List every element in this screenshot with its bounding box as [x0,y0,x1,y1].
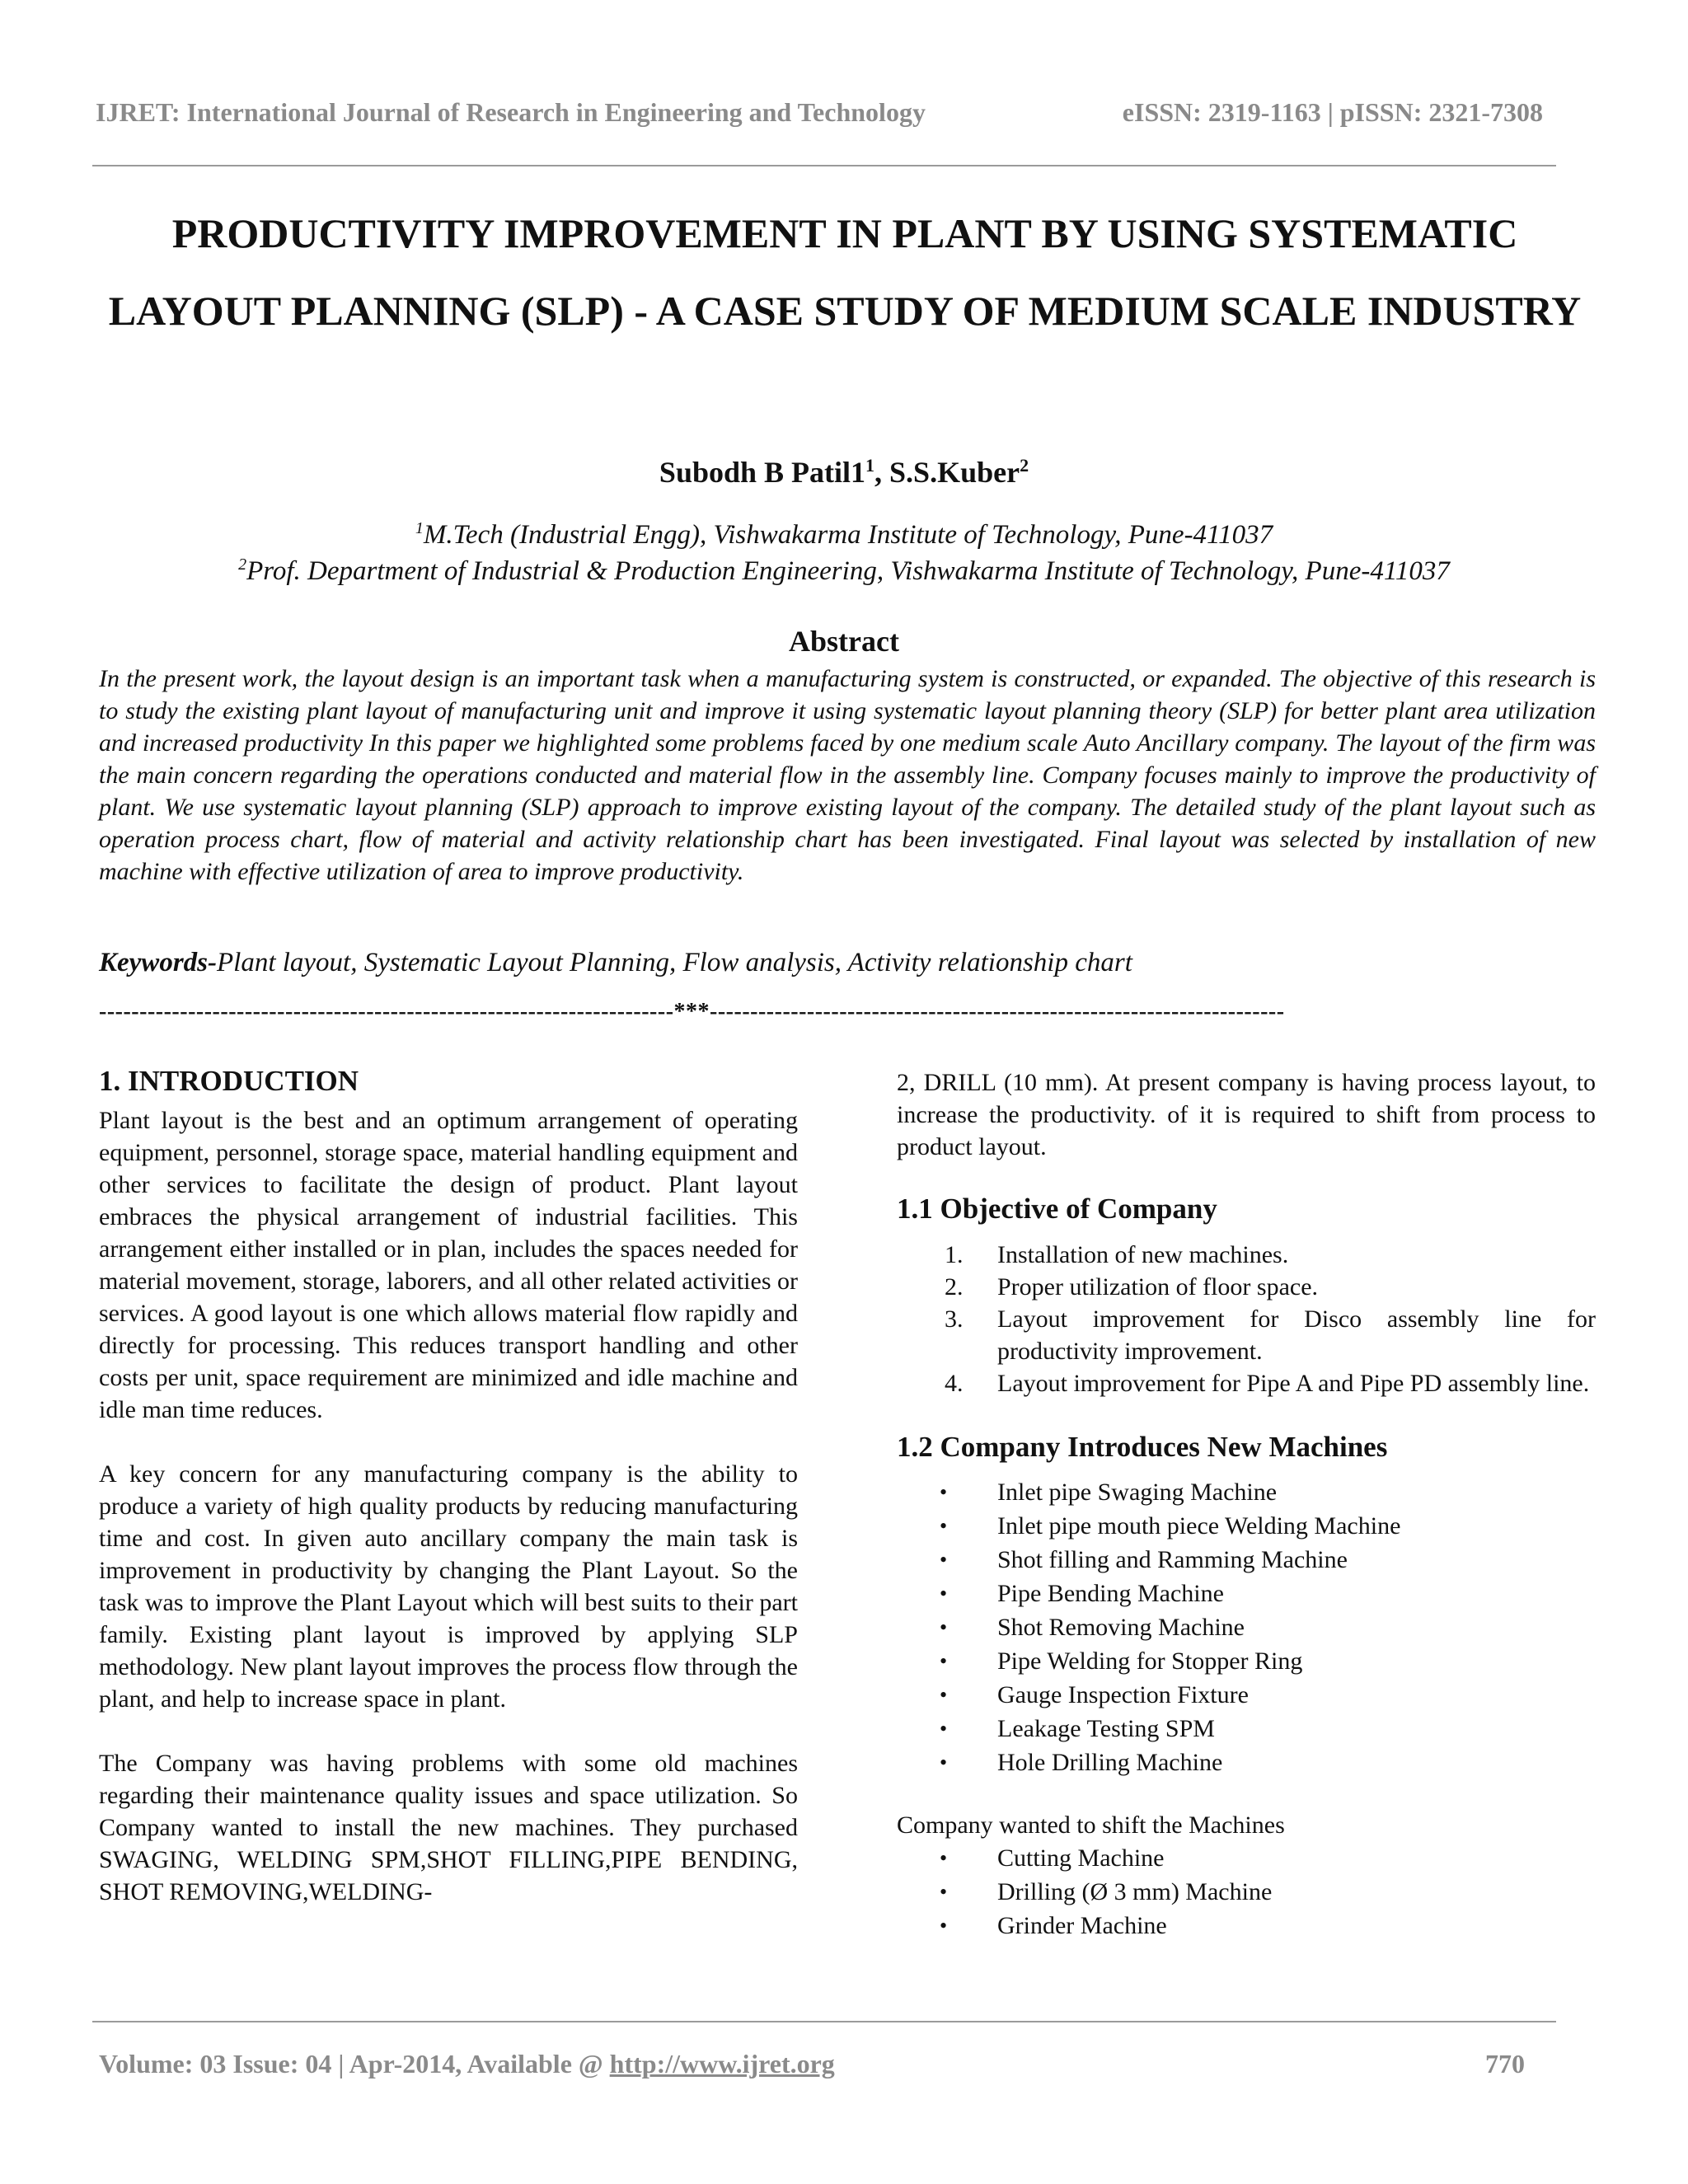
bullet-icon: • [940,1846,948,1870]
author-separator: , [874,456,890,489]
bullet-icon: • [940,1615,948,1639]
list-number: 3. [945,1305,964,1333]
list-item [897,1367,1596,1399]
journal-name: IJRET: International Journal of Research in Engineering and Technology [96,97,926,127]
affiliation-marker: 2 [238,555,247,574]
abstract-heading: Abstract [789,625,899,658]
section-heading: 1. INTRODUCTION [99,1065,359,1097]
affiliation-text: Prof. Department of Industrial & Production Engineering, Vishwakarma Institute of Technology, Pune-411037 [246,556,1450,586]
list-item-text: Pipe Welding for Stopper Ring [997,1647,1303,1675]
bullet-icon: • [940,1717,948,1741]
author-affil-marker: 1 [865,455,875,476]
list-item [897,1712,1596,1746]
paragraph: 2, DRILL (10 mm). At present company is having process layout, to increase the productivity. of it is required to shift from process to product layout. [897,1069,1596,1160]
affiliation-marker: 1 [415,519,424,537]
section-heading: 1.2 Company Introduces New Machines [897,1431,1388,1463]
abstract-text: In the present work, the layout design is an important task when a manufacturing system is constructed, or expanded. The objective of this research is to study the existing plant layout of manufacturing unit and improve it using systematic layout planning theory (SLP) for better plant area utilization and increased productivity In this paper we highlighted some problems faced by one medium scale Auto Ancillary company. The layout of the firm was the main concern regarding the operations conducted and material flow in the assembly line. Company focuses mainly to improve the productivity of plant. We use systematic layout planning (SLP) approach to improve existing layout of the company. The detailed study of the plant layout such as operation process chart, flow of material and activity relationship chart has been investigated. Final layout was selected by installation of new machine with effective utilization of area to improve productivity. [99,665,1596,885]
list-item-text: Inlet pipe mouth piece Welding Machine [997,1512,1401,1540]
author-line [0,455,1688,490]
list-item-text: Shot Removing Machine [997,1614,1245,1641]
header-rule [92,165,1556,166]
list-item-text: Shot filling and Ramming Machine [997,1546,1348,1573]
footer-text: Volume: 03 Issue: 04 | Apr-2014, Available @ [99,2049,610,2079]
keywords-text: Plant layout, Systematic Layout Planning, Flow analysis, Activity relationship chart [217,948,1132,977]
paper-title: PRODUCTIVITY IMPROVEMENT IN PLANT BY USING SYSTEMATIC LAYOUT PLANNING (SLP) - A CASE STUDY OF MEDIUM SCALE INDUSTRY [108,210,1582,334]
new-machines-list [897,1475,1596,1779]
list-item [897,1875,1596,1909]
list-item-text: Cutting Machine [997,1844,1165,1872]
bullet-icon: • [940,1582,948,1605]
list-number: 2. [945,1273,964,1301]
page-number: 770 [1485,2049,1525,2079]
list-item-text: Drilling (Ø 3 mm) Machine [997,1878,1273,1905]
bullet-icon: • [940,1880,948,1904]
list-item [897,1271,1596,1303]
author-name: Subodh B Patil1 [659,456,866,489]
bullet-icon: • [940,1914,948,1938]
list-item-text: Installation of new machines. [997,1241,1289,1268]
author-name: S.S.Kuber [889,456,1020,489]
list-item-text: Proper utilization of floor space. [997,1273,1319,1301]
list-item [897,1239,1596,1271]
paragraph: Plant layout is the best and an optimum arrangement of operating equipment, personnel, storage space, material handling equipment and other services to facilitate the design of product. Plant layout embraces the physical arrangement of industrial facilities. This arrangement either installed or in plan, includes the spaces needed for material movement, storage, laborers, and all other related activities or services. A good layout is one which allows material flow rapidly and directly for processing. This reduces transport handling and other costs per unit, space requirement are minimized and idle machine and idle man time reduces. [99,1107,798,1423]
list-item [897,1577,1596,1610]
affiliation [0,555,1688,587]
bullet-icon: • [940,1548,948,1572]
list-item-text: Grinder Machine [997,1912,1167,1939]
keywords [99,948,1596,978]
list-item-text: Layout improvement for Disco assembly line for productivity improvement. [997,1305,1596,1365]
list-item [897,1475,1596,1509]
bullet-icon: • [940,1750,948,1774]
list-item [897,1610,1596,1644]
affiliation [0,519,1688,551]
list-item-text: Pipe Bending Machine [997,1580,1224,1607]
paragraph: Company wanted to shift the Machines [897,1811,1285,1839]
bullet-icon: • [940,1683,948,1707]
bullet-icon: • [940,1480,948,1504]
journal-link[interactable]: http://www.ijret.org [609,2049,835,2079]
right-column [897,1066,1596,1943]
author-affil-marker: 2 [1020,455,1029,476]
page-footer [99,2049,1525,2079]
list-number: 1. [945,1241,964,1268]
left-column [99,1063,798,1908]
list-number: 4. [945,1370,964,1397]
list-item [897,1543,1596,1577]
section-heading: 1.1 Objective of Company [897,1193,1217,1225]
keywords-label: Keywords- [99,948,217,977]
list-item-text: Hole Drilling Machine [997,1749,1223,1776]
list-item [897,1909,1596,1943]
footer-rule [92,2021,1556,2022]
list-item [897,1746,1596,1779]
objective-list [897,1239,1596,1399]
list-item [897,1841,1596,1875]
bullet-icon: • [940,1514,948,1538]
list-item [897,1678,1596,1712]
running-header [92,97,1543,128]
shift-machines-list [897,1841,1596,1943]
list-item [897,1303,1596,1367]
list-item-text: Layout improvement for Pipe A and Pipe PD assembly line. [997,1370,1590,1397]
paragraph: A key concern for any manufacturing company is the ability to produce a variety of high quality products by reducing manufacturing time and cost. In given auto ancillary company the main task is improvement in productivity by changing the Plant Layout. So the task was to improve the Plant Layout which will best suits to their part family. Existing plant layout is improved by applying SLP methodology. New plant layout improves the process flow through the plant, and help to increase space in plant. [99,1460,798,1713]
list-item [897,1644,1596,1678]
list-item-text: Inlet pipe Swaging Machine [997,1479,1278,1506]
paragraph: The Company was having problems with some old machines regarding their maintenance quality issues and space utilization. So Company wanted to install the new machines. They purchased SWAGING, WELDING SPM,SHOT FILLING,PIPE BENDING, SHOT REMOVING,WELDING- [99,1750,798,1905]
section-separator: -----------------------------------------------------------------------***----------------------------------------------------------------------- [99,999,1285,1024]
list-item-text: Leakage Testing SPM [997,1715,1215,1742]
list-item-text: Gauge Inspection Fixture [997,1681,1249,1708]
list-item [897,1509,1596,1543]
issn-info: eISSN: 2319-1163 | pISSN: 2321-7308 [1122,97,1543,127]
affiliation-text: M.Tech (Industrial Engg), Vishwakarma Institute of Technology, Pune-411037 [423,520,1273,550]
bullet-icon: • [940,1649,948,1673]
